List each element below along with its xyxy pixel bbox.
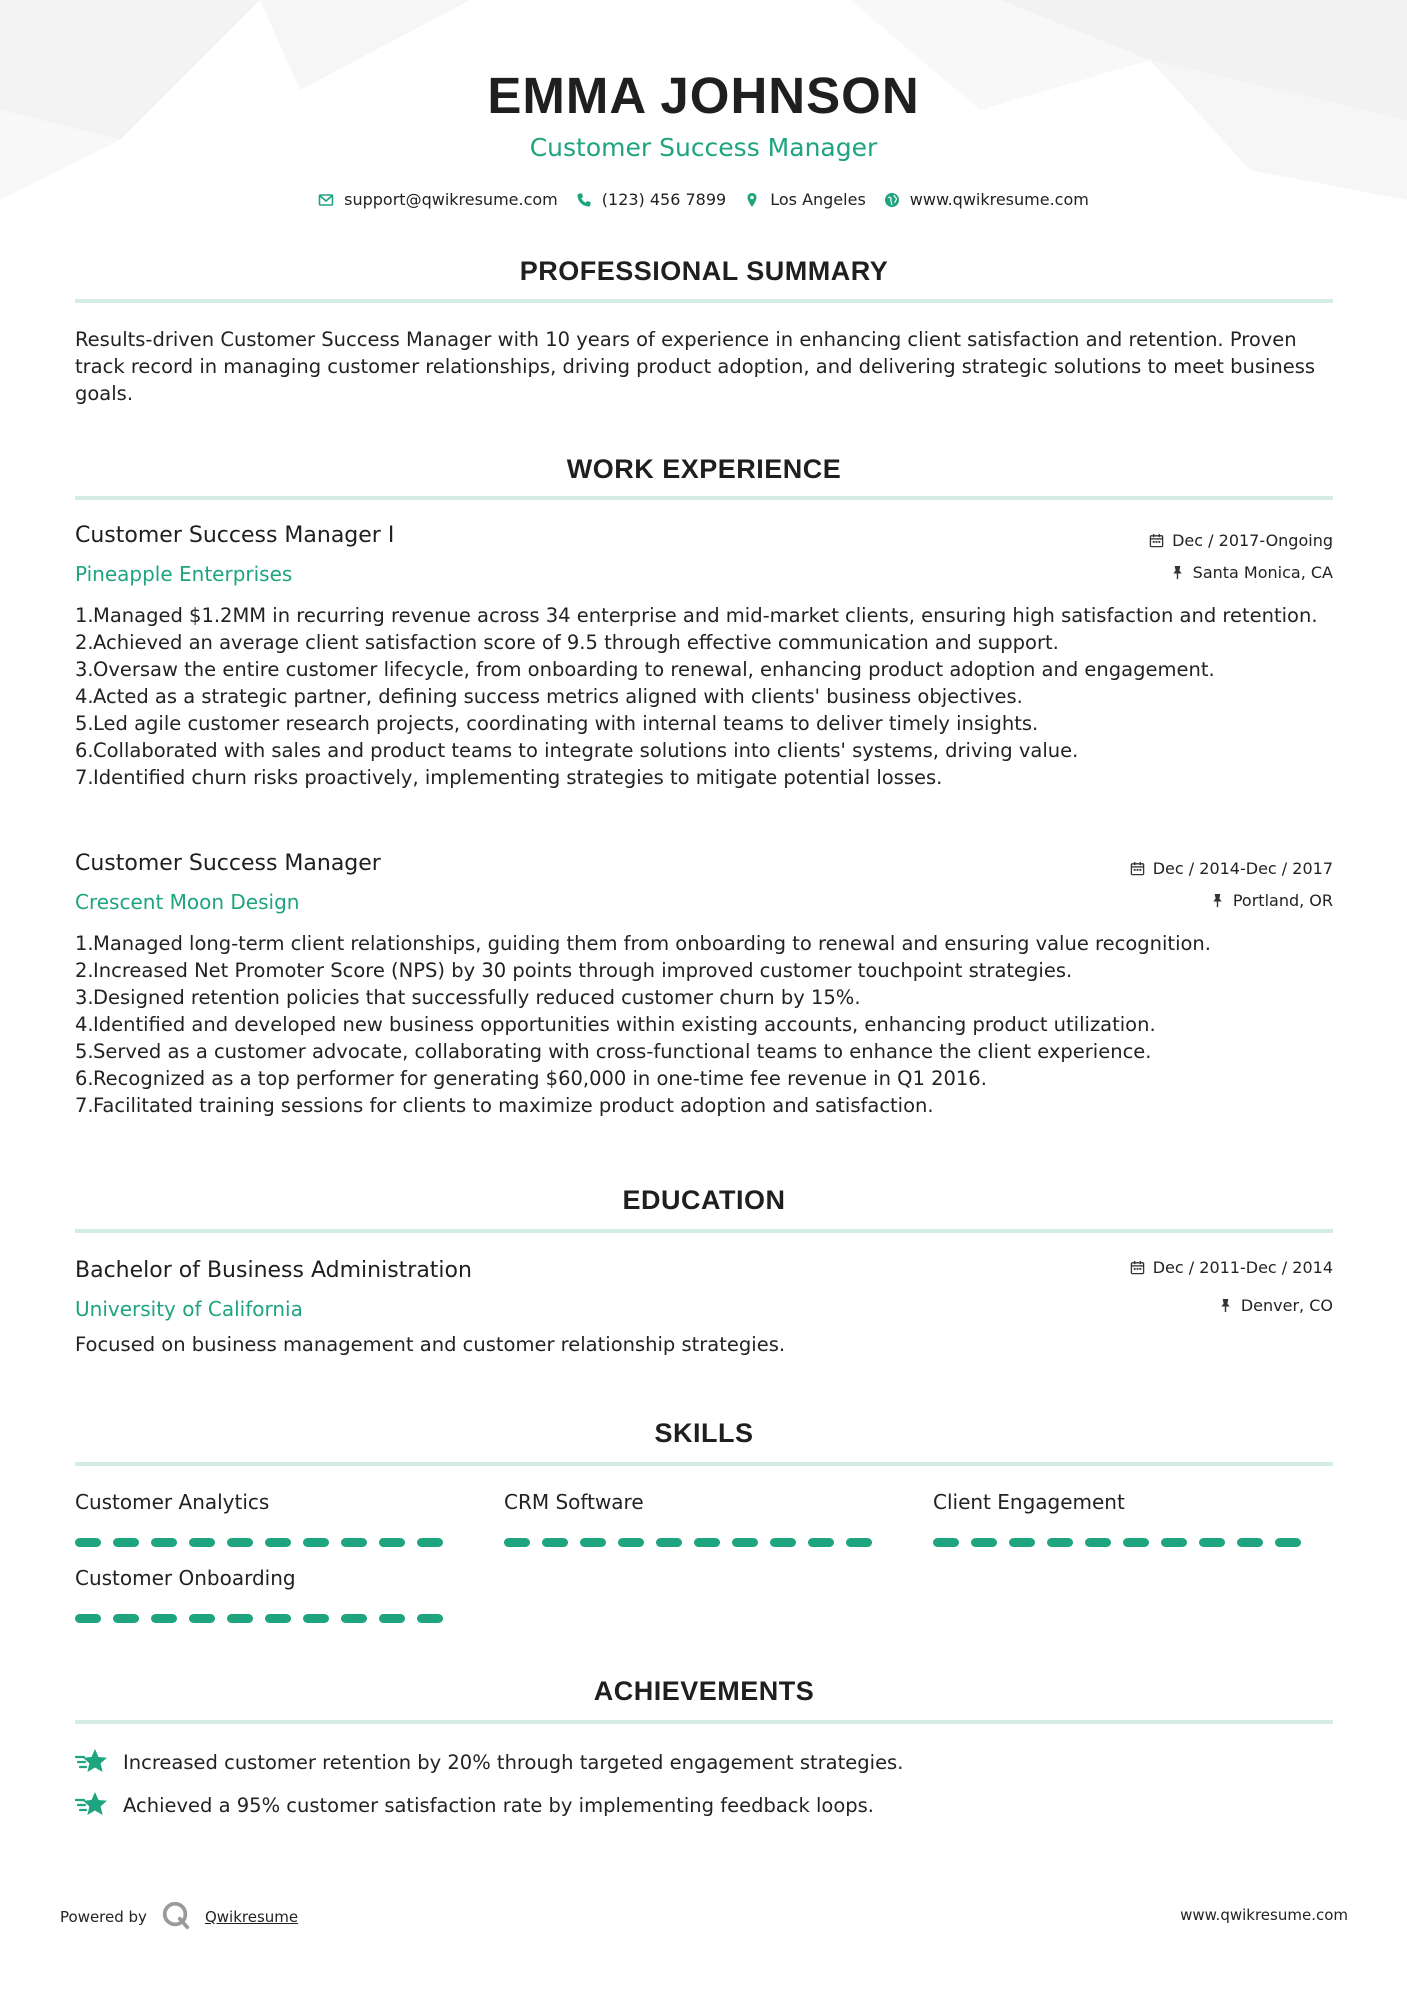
skill-name: Customer Analytics bbox=[75, 1490, 270, 1514]
job-location bbox=[1170, 563, 1333, 582]
job-title: Customer Success Manager bbox=[75, 851, 381, 876]
skill-level-bar bbox=[75, 1538, 443, 1547]
job-dates-text: Dec / 2017-Ongoing bbox=[1172, 531, 1333, 550]
phone-icon bbox=[576, 192, 592, 208]
skill-level-dash bbox=[379, 1538, 405, 1547]
contact-phone-text: (123) 456 7899 bbox=[601, 190, 727, 209]
contact-email-text: support@qwikresume.com bbox=[344, 190, 558, 209]
skill-level-dash bbox=[417, 1614, 443, 1623]
achievements-divider bbox=[75, 1720, 1333, 1724]
education-location-text: Denver, CO bbox=[1240, 1296, 1333, 1315]
skill-level-dash bbox=[808, 1538, 834, 1547]
calendar-icon bbox=[1130, 1260, 1145, 1275]
job-bullets bbox=[75, 930, 1333, 1119]
skill-level-bar bbox=[504, 1538, 872, 1547]
skill-level-dash bbox=[417, 1538, 443, 1547]
skill-level-dash bbox=[113, 1614, 139, 1623]
skill-level-dash bbox=[580, 1538, 606, 1547]
footer-powered-by bbox=[60, 1900, 298, 1934]
map-pin-icon bbox=[744, 192, 760, 208]
skill-level-dash bbox=[1123, 1538, 1149, 1547]
achievement-text: Achieved a 95% customer satisfaction rate by implementing feedback loops. bbox=[123, 1793, 875, 1817]
skill-level-dash bbox=[846, 1538, 872, 1547]
school-name: University of California bbox=[75, 1297, 303, 1321]
list-item: 5. Led agile customer research projects, coordinating with internal teams to deliver timely insights. bbox=[75, 712, 1039, 735]
achievement-item bbox=[75, 1790, 874, 1820]
education-section-title: EDUCATION bbox=[622, 1185, 786, 1215]
star-icon bbox=[75, 1790, 109, 1820]
candidate-role: Customer Success Manager bbox=[529, 133, 878, 162]
footer-website[interactable]: www.qwikresume.com bbox=[1180, 1906, 1348, 1924]
envelope-icon bbox=[318, 192, 334, 208]
pushpin-icon bbox=[1170, 565, 1185, 580]
contact-website[interactable] bbox=[884, 190, 1089, 209]
skill-level-dash bbox=[75, 1538, 101, 1547]
job-dates bbox=[1130, 859, 1333, 878]
list-item: 4. Acted as a strategic partner, defining success metrics aligned with clients' business objectives. bbox=[75, 685, 1023, 708]
skill-level-dash bbox=[341, 1538, 367, 1547]
skill-level-dash bbox=[618, 1538, 644, 1547]
list-item: 6. Recognized as a top performer for generating $60,000 in one-time fee revenue in Q1 2016. bbox=[75, 1067, 987, 1090]
skill-level-dash bbox=[1047, 1538, 1073, 1547]
skills-divider bbox=[75, 1462, 1333, 1466]
list-item: 5. Served as a customer advocate, collaborating with cross-functional teams to enhance the client experience. bbox=[75, 1040, 1152, 1063]
skill-level-dash bbox=[151, 1614, 177, 1623]
education-description: Focused on business management and customer relationship strategies. bbox=[75, 1333, 786, 1356]
education-dates bbox=[1130, 1258, 1333, 1277]
contact-location bbox=[744, 190, 866, 209]
skill-level-dash bbox=[1237, 1538, 1263, 1547]
skill-level-dash bbox=[1009, 1538, 1035, 1547]
job-dates bbox=[1149, 531, 1333, 550]
achievement-item bbox=[75, 1747, 903, 1777]
skill-level-dash bbox=[1199, 1538, 1225, 1547]
education-location bbox=[1218, 1296, 1333, 1315]
education-divider bbox=[75, 1229, 1333, 1233]
calendar-icon bbox=[1130, 861, 1145, 876]
skill-name: Customer Onboarding bbox=[75, 1566, 296, 1590]
calendar-icon bbox=[1149, 533, 1164, 548]
skill-level-dash bbox=[265, 1614, 291, 1623]
skill-level-dash bbox=[341, 1614, 367, 1623]
job-company: Crescent Moon Design bbox=[75, 890, 300, 914]
skill-level-dash bbox=[694, 1538, 720, 1547]
skill-level-dash bbox=[1085, 1538, 1111, 1547]
resume-header bbox=[0, 67, 1407, 162]
skills-section-title: SKILLS bbox=[654, 1418, 754, 1448]
contact-location-text: Los Angeles bbox=[770, 190, 866, 209]
job-location-text: Santa Monica, CA bbox=[1192, 563, 1333, 582]
skill-level-dash bbox=[189, 1538, 215, 1547]
skill-level-dash bbox=[113, 1538, 139, 1547]
job-bullets bbox=[75, 602, 1333, 791]
skill-level-dash bbox=[379, 1614, 405, 1623]
list-item: 7. Facilitated training sessions for clients to maximize product adoption and satisfaction. bbox=[75, 1094, 934, 1117]
education-dates-text: Dec / 2011-Dec / 2014 bbox=[1152, 1258, 1333, 1277]
experience-section-title: WORK EXPERIENCE bbox=[566, 454, 842, 484]
list-item: 1. Managed $1.2MM in recurring revenue across 34 enterprise and mid-market clients, ensuring high satisfaction and retention. bbox=[75, 604, 1318, 627]
list-item: 2. Achieved an average client satisfaction score of 9.5 through effective communication and support. bbox=[75, 631, 1059, 654]
star-icon bbox=[75, 1747, 109, 1777]
qwikresume-link[interactable]: Qwikresume bbox=[204, 1908, 299, 1926]
skill-level-dash bbox=[1161, 1538, 1187, 1547]
list-item: 3. Designed retention policies that successfully reduced customer churn by 15%. bbox=[75, 986, 861, 1009]
pushpin-icon bbox=[1210, 893, 1225, 908]
job-location bbox=[1210, 891, 1333, 910]
skill-level-dash bbox=[189, 1614, 215, 1623]
skill-level-dash bbox=[1275, 1538, 1301, 1547]
list-item: 1. Managed long-term client relationships, guiding them from onboarding to renewal and ensuring value recognition. bbox=[75, 932, 1211, 955]
skill-level-dash bbox=[542, 1538, 568, 1547]
skill-level-dash bbox=[933, 1538, 959, 1547]
achievements-section-title: ACHIEVEMENTS bbox=[593, 1676, 815, 1706]
powered-by-label: Powered by bbox=[60, 1908, 147, 1926]
job-title: Customer Success Manager I bbox=[75, 523, 395, 548]
degree-title: Bachelor of Business Administration bbox=[75, 1258, 472, 1283]
skill-level-dash bbox=[303, 1538, 329, 1547]
experience-divider bbox=[75, 496, 1333, 500]
pushpin-icon bbox=[1218, 1298, 1233, 1313]
list-item: 6. Collaborated with sales and product teams to integrate solutions into clients' systems, driving value. bbox=[75, 739, 1079, 762]
list-item: 2. Increased Net Promoter Score (NPS) by 30 points through improved customer touchpoint strategies. bbox=[75, 959, 1073, 982]
qwikresume-logo-icon bbox=[161, 1900, 191, 1934]
summary-section-title: PROFESSIONAL SUMMARY bbox=[519, 256, 889, 286]
skill-name: CRM Software bbox=[504, 1490, 644, 1514]
skill-level-dash bbox=[504, 1538, 530, 1547]
achievement-text: Increased customer retention by 20% through targeted engagement strategies. bbox=[123, 1750, 904, 1774]
job-company: Pineapple Enterprises bbox=[75, 562, 293, 586]
skill-level-dash bbox=[265, 1538, 291, 1547]
list-item: 7. Identified churn risks proactively, implementing strategies to mitigate potential losses. bbox=[75, 766, 943, 789]
skill-level-dash bbox=[971, 1538, 997, 1547]
job-location-text: Portland, OR bbox=[1232, 891, 1333, 910]
globe-icon bbox=[884, 192, 900, 208]
contact-bar bbox=[0, 190, 1407, 209]
summary-divider bbox=[75, 299, 1333, 303]
skill-level-dash bbox=[770, 1538, 796, 1547]
list-item: 4. Identified and developed new business opportunities within existing accounts, enhancing product utilization. bbox=[75, 1013, 1156, 1036]
skill-level-bar bbox=[75, 1614, 443, 1623]
skill-level-dash bbox=[227, 1614, 253, 1623]
contact-email[interactable] bbox=[318, 190, 558, 209]
summary-text: Results-driven Customer Success Manager with 10 years of experience in enhancing client satisfaction and retention. Proven track record in managing customer relationships, driving product adoption, and delivering strategic solutions to meet business goals. bbox=[75, 328, 1316, 405]
skill-level-dash bbox=[227, 1538, 253, 1547]
skill-level-bar bbox=[933, 1538, 1301, 1547]
skill-level-dash bbox=[656, 1538, 682, 1547]
contact-website-text: www.qwikresume.com bbox=[909, 190, 1089, 209]
skill-level-dash bbox=[732, 1538, 758, 1547]
contact-phone[interactable] bbox=[576, 190, 726, 209]
list-item: 3. Oversaw the entire customer lifecycle, from onboarding to renewal, enhancing product adoption and engagement. bbox=[75, 658, 1215, 681]
candidate-name: EMMA JOHNSON bbox=[487, 67, 920, 124]
skill-level-dash bbox=[151, 1538, 177, 1547]
skill-level-dash bbox=[303, 1614, 329, 1623]
job-dates-text: Dec / 2014-Dec / 2017 bbox=[1152, 859, 1333, 878]
skill-level-dash bbox=[75, 1614, 101, 1623]
skill-name: Client Engagement bbox=[933, 1490, 1125, 1514]
